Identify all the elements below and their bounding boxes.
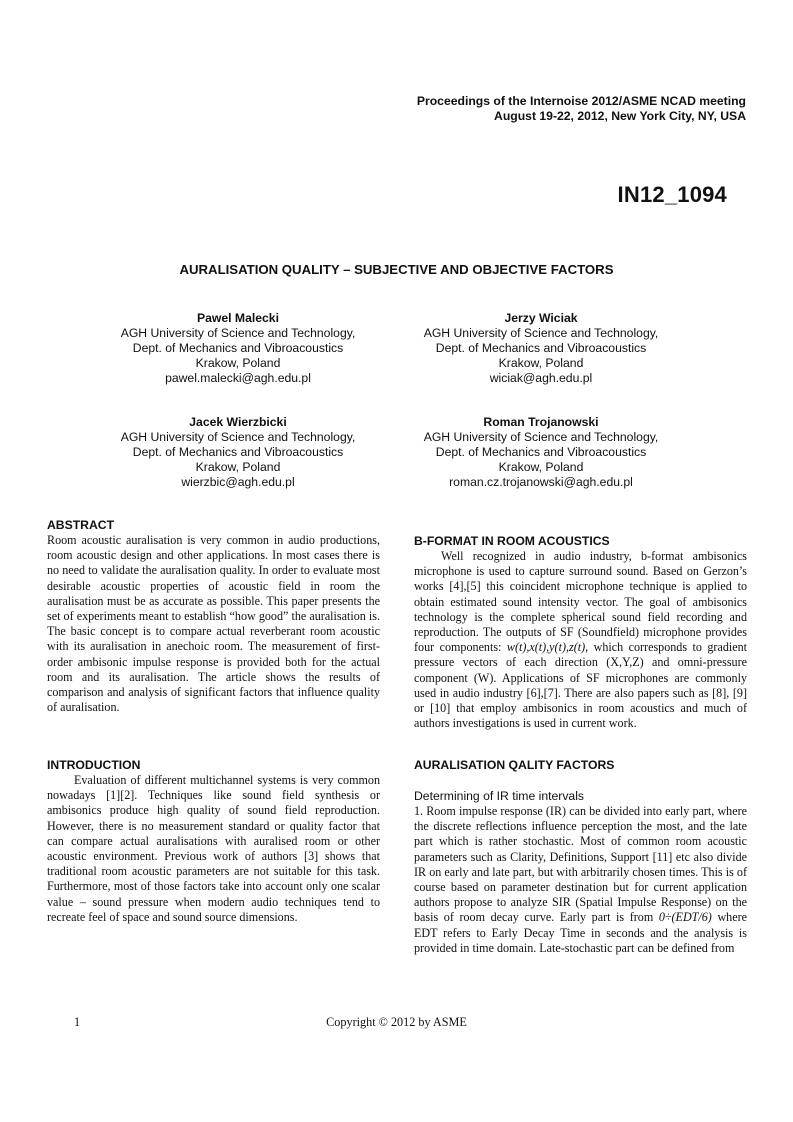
author-email: wiciak@agh.edu.pl: [489, 371, 593, 385]
author-block-2: [386, 311, 696, 386]
proceedings-line-1: Proceedings of the Internoise 2012/ASME NCAD meeting: [416, 94, 746, 108]
author-affiliation: AGH University of Science and Technology,: [120, 430, 356, 444]
author-block-4: [386, 415, 696, 490]
author-block-1: [83, 311, 393, 386]
bformat-heading: B-FORMAT IN ROOM ACOUSTICS: [414, 534, 610, 548]
author-city: Krakow, Poland: [195, 356, 281, 370]
author-name: Jacek Wierzbicki: [189, 415, 287, 429]
bformat-text-after: which corresponds to gradient pressure vectors of each direction (X,Y,Z) and omni-pressure component (W). Applications of SF microphones are commonly used in audio industry [6],[7]. There are also papers such as [8], [9] or [10] that employ ambisonics in room acoustics and much of authors investigations is used in current work.: [414, 640, 747, 731]
factors-text-after: where EDT refers to Early Decay Time in seconds and the analysis is provided in time domain. Late-stochastic part can be defined from: [414, 910, 747, 955]
bformat-text-before: Well recognized in audio industry, b-format ambisonics microphone is used to capture surround sound. Based on Gerzon’s works [4],[5] this coincident microphone technique is applied to obtain estimated sound intensity vector. The goal of ambisonics technology is the complete spherical sound field recording and reproduction. The outputs of SF (Soundfield) microphone provides four components:: [414, 549, 747, 655]
copyright-notice: Copyright © 2012 by ASME: [326, 1015, 467, 1029]
author-affiliation: AGH University of Science and Technology,: [423, 326, 659, 340]
proceedings-line-2: August 19-22, 2012, New York City, NY, USA: [494, 109, 746, 123]
author-city: Krakow, Poland: [195, 460, 281, 474]
factors-subheading: Determining of IR time intervals: [414, 789, 585, 803]
factors-text: [414, 804, 747, 956]
author-email: roman.cz.trojanowski@agh.edu.pl: [449, 475, 633, 489]
paper-id: IN12_1094: [617, 182, 727, 207]
abstract-heading: ABSTRACT: [47, 518, 115, 532]
page-number: 1: [74, 1015, 81, 1029]
bformat-section: [414, 534, 747, 731]
paper-title: AURALISATION QUALITY – SUBJECTIVE AND OBJECTIVE FACTORS: [179, 262, 614, 277]
author-block-3: [83, 415, 393, 490]
author-name: Pawel Malecki: [197, 311, 279, 325]
bformat-components: w(t),x(t),y(t),z(t),: [506, 640, 589, 655]
proceedings-header: [417, 94, 746, 124]
author-city: Krakow, Poland: [498, 356, 584, 370]
author-dept: Dept. of Mechanics and Vibroacoustics: [132, 445, 344, 459]
introduction-text: Evaluation of different multichannel systems is very common nowadays [1][2]. Techniques like sound field synthesis or ambisonics produce high quality of sound field reproduction. However, there is no measurement standard or quality factor that can compare actual auralisations with auralised room or other acoustic environment. Previous work of authors [3] shows that traditional room acoustic parameters are not suitable for this task. Furthermore, most of those factors take into account only one scalar value – sound pressure when modern audio techniques tend to recreate feel of space and sound source dimensions.: [47, 773, 380, 924]
author-email: pawel.malecki@agh.edu.pl: [165, 371, 311, 385]
introduction-section: [47, 758, 380, 925]
author-name: Jerzy Wiciak: [504, 311, 578, 325]
author-affiliation: AGH University of Science and Technology,: [423, 430, 659, 444]
author-dept: Dept. of Mechanics and Vibroacoustics: [132, 341, 344, 355]
author-dept: Dept. of Mechanics and Vibroacoustics: [435, 445, 647, 459]
factors-heading: AURALISATION QALITY FACTORS: [414, 758, 615, 772]
author-email: wierzbic@agh.edu.pl: [181, 475, 295, 489]
abstract-text: Room acoustic auralisation is very common in audio productions, room acoustic design and other applications. In most cases there is no need to validate the auralisation quality. In order to evaluate most desirable acoustic properties of acoustic field in room the auralisation must be as accurate as possible. This paper presents the set of experiments meant to establish “how good” the auralisation is. The basic concept is to compare actual reverberant room acoustic with its auralisation in anechoic room. The measurement of first-order ambisonic impulse response is provided both for the actual room and its auralisation. The article shows the results of comparison and analysis of significant factors that influence quality of auralisation.: [47, 533, 380, 715]
factors-formula: 0÷(EDT/6): [658, 910, 712, 925]
factors-text-before: 1. Room impulse response (IR) can be divided into early part, where the discrete reflections influence perception the most, and the late part which is rather stochastic. Most of common room acoustic parameters such as Clarity, Definitions, Support [11] etc also divide IR on early and late part, but with arbitrarily chosen times. This is of course based on parameter destination but for current application authors propose to analyze SIR (Spatial Impulse Response) on the basis of room decay curve. Early part is from: [414, 804, 747, 925]
abstract-section: [47, 518, 380, 715]
author-city: Krakow, Poland: [498, 460, 584, 474]
author-dept: Dept. of Mechanics and Vibroacoustics: [435, 341, 647, 355]
bformat-text: [414, 549, 747, 731]
author-name: Roman Trojanowski: [483, 415, 599, 429]
author-affiliation: AGH University of Science and Technology,: [120, 326, 356, 340]
factors-section: [414, 758, 747, 956]
introduction-heading: INTRODUCTION: [47, 758, 141, 772]
